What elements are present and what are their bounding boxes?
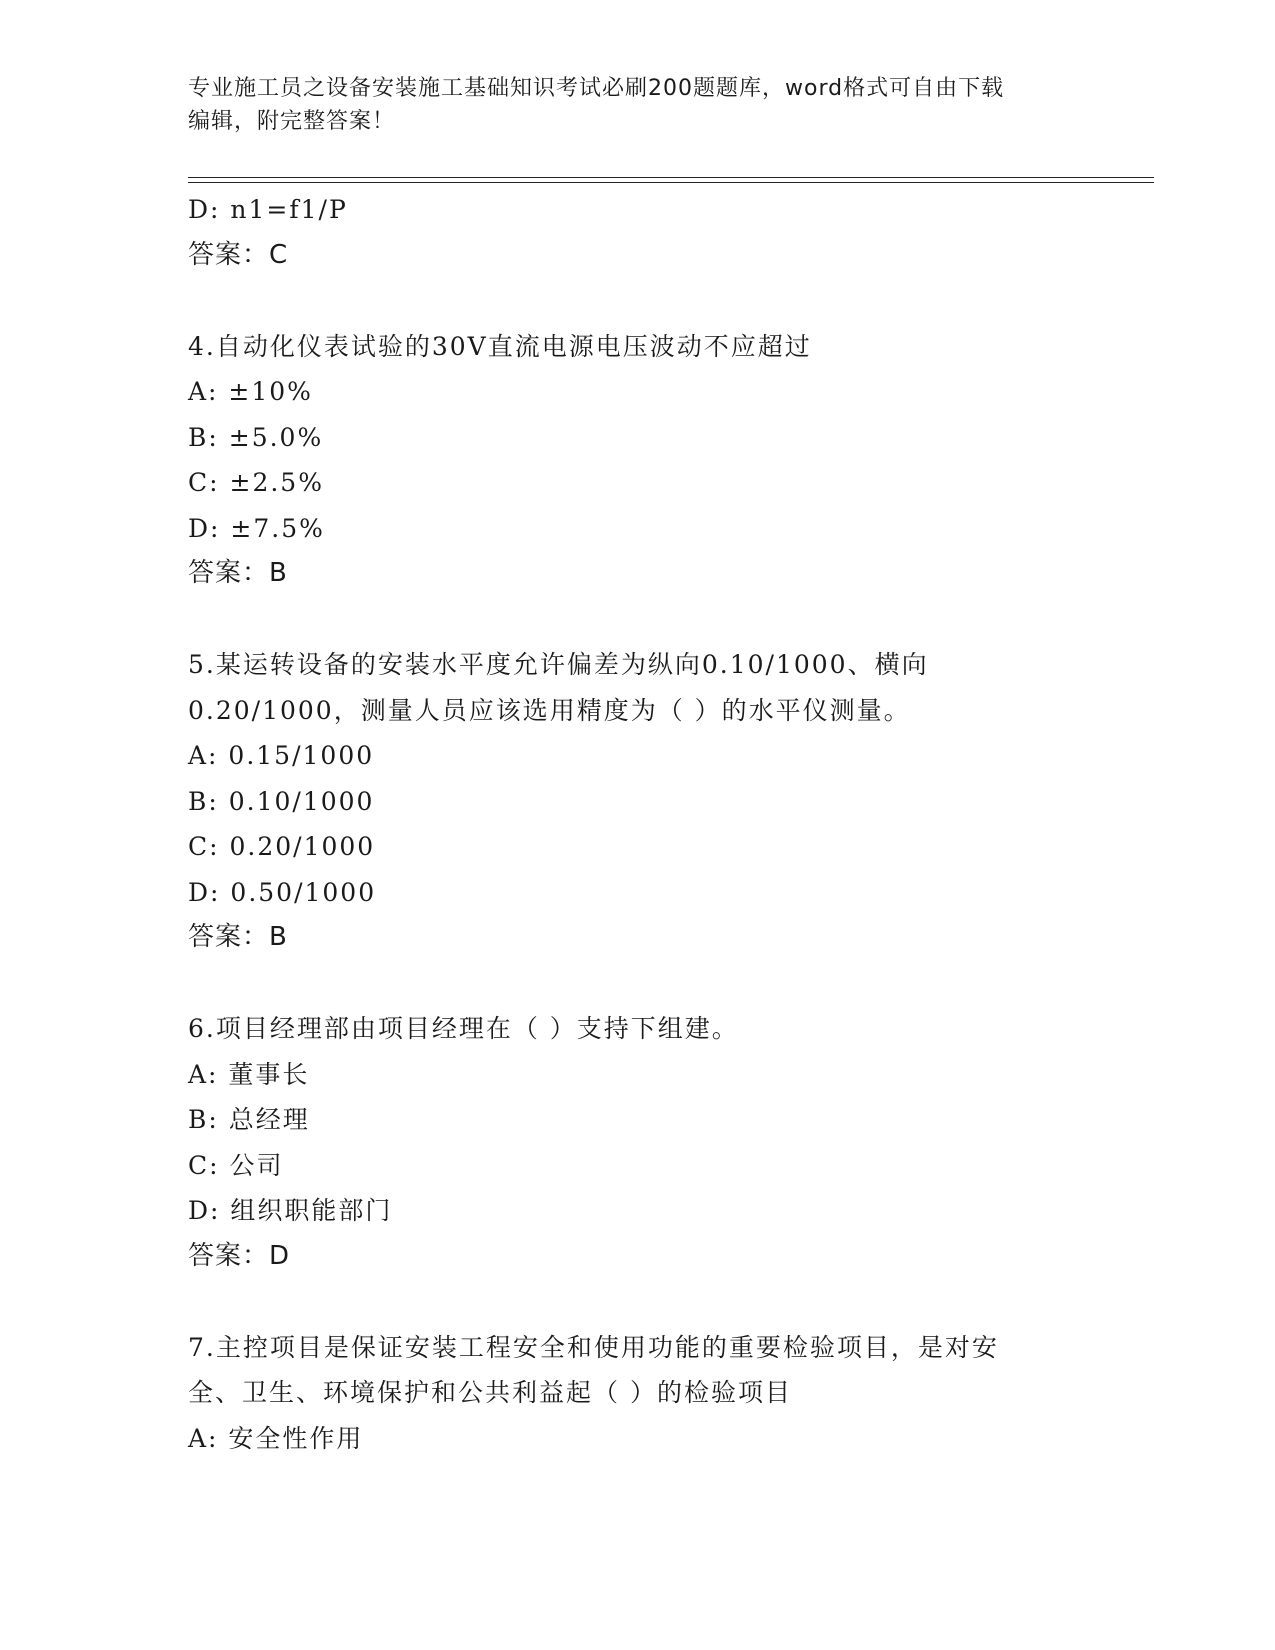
option-d: D: n1=f1/P <box>188 195 348 224</box>
question-stem-line-2: 全、卫生、环境保护和公共利益起（ ）的检验项目 <box>188 1378 792 1407</box>
option-a: A: 董事长 <box>188 1059 310 1089</box>
question-stem: 4.自动化仪表试验的30V直流电源电压波动不应超过 <box>188 331 812 361</box>
answer-line: 答案：D <box>188 1240 291 1271</box>
spacer <box>188 278 1088 324</box>
header-divider-top <box>188 177 1154 178</box>
option-c: C: ±2.5% <box>188 468 324 497</box>
spacer <box>188 1279 1088 1325</box>
spacer <box>188 597 1088 643</box>
question-stem-line-1: 5.某运转设备的安装水平度允许偏差为纵向0.10/1000、横向 <box>188 650 929 679</box>
option-a: A: ±10% <box>188 377 313 406</box>
header-title-line-1: 专业施工员之设备安装施工基础知识考试必刷200题题库，word格式可自由下载 <box>188 76 1005 101</box>
question-4 <box>188 324 1088 597</box>
option-b: B: ±5.0% <box>188 422 324 452</box>
question-7 <box>188 1325 1088 1462</box>
question-stem-line-2: 0.20/1000，测量人员应该选用精度为（ ）的水平仪测量。 <box>188 695 911 725</box>
answer-line: 答案：B <box>188 922 288 952</box>
question-list <box>188 187 1088 1461</box>
page-header <box>188 72 1068 138</box>
option-c: C: 0.20/1000 <box>188 832 376 861</box>
option-d: D: ±7.5% <box>188 513 325 543</box>
option-a: A: 0.15/1000 <box>188 741 375 770</box>
option-a: A: 安全性作用 <box>188 1423 364 1453</box>
answer-line: 答案：B <box>188 558 288 588</box>
header-divider-bottom <box>188 182 1154 183</box>
header-title-line-2: 编辑，附完整答案！ <box>188 109 396 134</box>
spacer <box>188 961 1088 1007</box>
question-5 <box>188 642 1088 961</box>
option-c: C: 公司 <box>188 1150 284 1180</box>
option-b: B: 0.10/1000 <box>188 786 375 816</box>
question-stem-line-1: 7.主控项目是保证安装工程安全和使用功能的重要检验项目，是对安 <box>188 1332 999 1362</box>
option-d: D: 0.50/1000 <box>188 877 377 907</box>
question-6 <box>188 1006 1088 1279</box>
option-b: B: 总经理 <box>188 1105 310 1134</box>
option-d: D: 组织职能部门 <box>188 1196 393 1225</box>
answer-line: 答案：C <box>188 239 289 270</box>
question-3-tail <box>188 187 1088 278</box>
question-stem: 6.项目经理部由项目经理在（ ）支持下组建。 <box>188 1014 739 1043</box>
